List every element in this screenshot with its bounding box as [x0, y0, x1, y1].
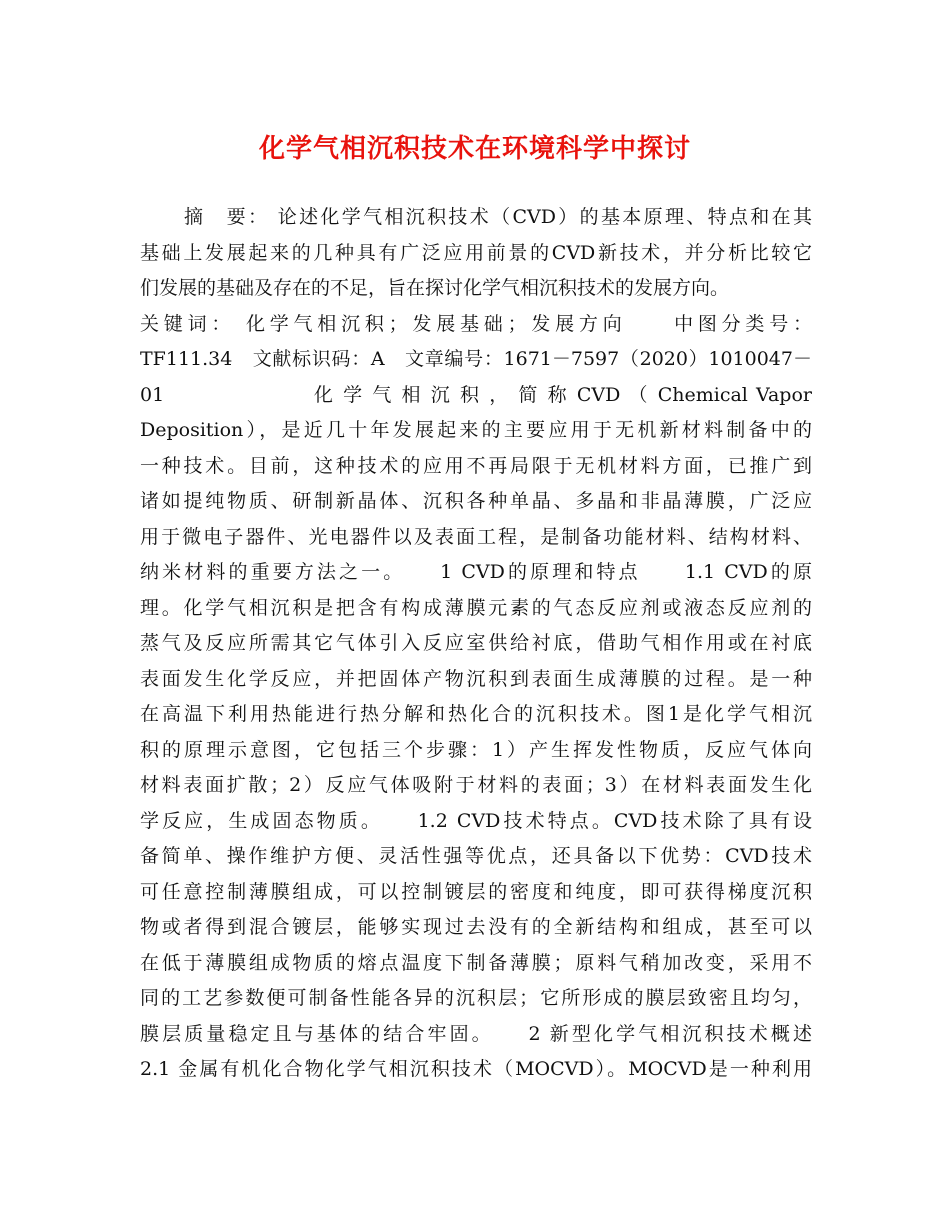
- body-line: Deposition），是近几十年发展起来的主要应用于无机新材料制备中的: [140, 419, 812, 441]
- abstract-line: 摘 要： 论述化学气相沉积技术（CVD）的基本原理、特点和在其: [184, 206, 812, 228]
- body-line: 蒸气及反应所需其它气体引入反应室供给衬底，借助气相作用或在衬底: [140, 632, 812, 654]
- body-line: 理。化学气相沉积是把含有构成薄膜元素的气态反应剂或液态反应剂的: [140, 596, 812, 619]
- body-line: 物或者得到混合镀层，能够实现过去没有的全新结构和组成，甚至可以: [140, 916, 812, 938]
- body-line: 积的原理示意图，它包括三个步骤：1）产生挥发性物质，反应气体向: [140, 738, 812, 761]
- body-line: 在低于薄膜组成物质的熔点温度下制备薄膜；原料气稍加改变，采用不: [140, 951, 812, 974]
- body-line: 学反应，生成固态物质。 1.2 CVD技术特点。CVD技术除了具有设: [140, 809, 812, 832]
- document-title: 化学气相沉积技术在环境科学中探讨: [258, 134, 691, 164]
- body-line: 同的工艺参数便可制备性能各异的沉积层；它所形成的膜层致密且均匀，: [140, 987, 812, 1009]
- body-line: 备简单、操作维护方便、灵活性强等优点，还具备以下优势：CVD技术: [140, 845, 812, 867]
- body-line: 基础上发展起来的几种具有广泛应用前景的CVD新技术，并分析比较它: [140, 241, 812, 264]
- body-line: 材料表面扩散；2）反应气体吸附于材料的表面；3）在材料表面发生化: [140, 774, 812, 796]
- body-line: 一种技术。目前，这种技术的应用不再局限于无机材料方面，已推广到: [140, 454, 812, 477]
- body-line: 诸如提纯物质、研制新晶体、沉积各种单晶、多晶和非晶薄膜，广泛应: [140, 490, 812, 512]
- body-line: 可任意控制薄膜组成，可以控制镀层的密度和纯度，即可获得梯度沉积: [140, 880, 812, 903]
- body-line: 表面发生化学反应，并把固体产物沉积到表面生成薄膜的过程。是一种: [140, 667, 812, 690]
- body-line: 们发展的基础及存在的不足，旨在探讨化学气相沉积技术的发展方向。: [140, 277, 730, 299]
- body-line: 用于微电子器件、光电器件以及表面工程，是制备功能材料、结构材料、: [140, 525, 812, 548]
- body-line: 2.1 金属有机化合物化学气相沉积技术（MOCVD）。MOCVD是一种利用: [140, 1058, 812, 1080]
- body-line: TF111.34 文献标识码：A 文章编号：1671－7597（2020）1010047－: [140, 348, 812, 370]
- body-line: 在高温下利用热能进行热分解和热化合的沉积技术。图1是化学气相沉: [140, 703, 812, 725]
- body-line: 膜层质量稳定且与基体的结合牢固。 2 新型化学气相沉积技术概述: [140, 1022, 812, 1045]
- body-line: 纳米材料的重要方法之一。 1 CVD的原理和特点 1.1 CVD的原: [140, 561, 812, 583]
- document-body: [140, 200, 812, 1088]
- keywords-line: 关键词： 化学气相沉积；发展基础；发展方向 中图分类号：: [140, 312, 812, 335]
- body-line: 01 化 学 气 相 沉 积 ， 简 称 CVD （ Chemical Vapor: [140, 383, 812, 406]
